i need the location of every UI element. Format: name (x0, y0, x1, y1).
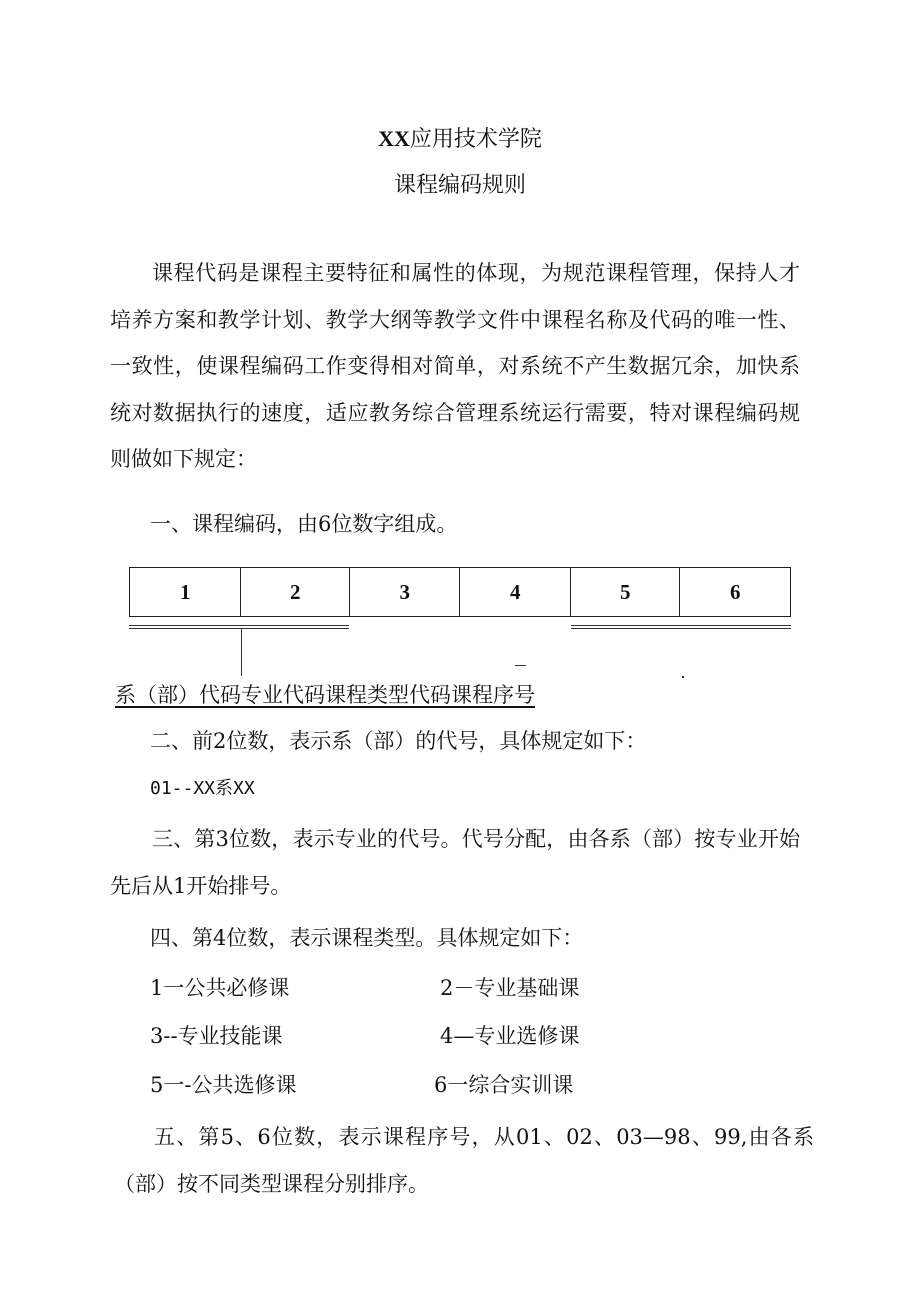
course-type-3: 3--专业技能课 (150, 1024, 283, 1048)
course-type-4: 4—专业选修课 (440, 1024, 580, 1048)
course-type-6: 6一综合实训课 (434, 1073, 574, 1097)
digit-cell-3: 3 (349, 568, 459, 617)
code-digit-table (129, 567, 791, 617)
section-5-paragraph: 五、第5、6位数，表示课程序号，从01、02、03—98、99,由各系（部）按不同类型课程分别排序。 (114, 1125, 814, 1196)
course-type-5: 5一-公共选修课 (150, 1073, 297, 1097)
section-1-heading: 一、课程编码，由6位数字组成。 (150, 512, 458, 536)
course-type-1: 1一公共必修课 (150, 976, 290, 1000)
section-3-paragraph: 三、第3位数，表示专业的代号。代号分配，由各系（部）按专业开始先后从1开始排号。 (110, 827, 800, 898)
intro-paragraph: 课程代码是课程主要特征和属性的体现，为规范课程管理，保持人才培养方案和教学计划、教学大纲等教学文件中课程名称及代码的唯一性、一致性，使课程编码工作变得相对简单，对系统不产生数据冗余，加快系统对数据执行的速度，适应教务综合管理系统运行需要，特对课程编码规则做如下规定： (110, 261, 800, 471)
bracket-line-seq-2 (571, 628, 791, 629)
doc-title-line1 (0, 124, 920, 155)
doc-title-prefix: XX (378, 126, 410, 151)
section-2-heading: 二、前2位数，表示系（部）的代号，具体规定如下： (150, 729, 647, 753)
bracket-tick-dept (241, 628, 242, 676)
digit-cell-6: 6 (680, 568, 791, 617)
dept-code-example: 01--XX系XX (150, 778, 255, 799)
digit-cell-2: 2 (241, 568, 350, 617)
section-4-heading: 四、第4位数，表示课程类型。具体规定如下： (150, 926, 584, 950)
course-type-2: 2－专业基础课 (440, 976, 580, 1000)
table-caption: 系（部）代码专业代码课程类型代码课程序号 (115, 683, 535, 707)
bracket-dot-seq (682, 676, 684, 678)
bracket-line-seq (571, 625, 791, 626)
digit-cell-5: 5 (570, 568, 680, 617)
doc-title-line2: 课程编码规则 (393, 173, 526, 198)
digit-cell-1: 1 (130, 568, 241, 617)
bracket-mark-type (515, 665, 526, 666)
bracket-line-dept (129, 625, 349, 626)
bracket-line-dept-2 (129, 628, 349, 629)
digit-cell-4: 4 (460, 568, 570, 617)
doc-title-rest: 应用技术学院 (409, 127, 542, 152)
